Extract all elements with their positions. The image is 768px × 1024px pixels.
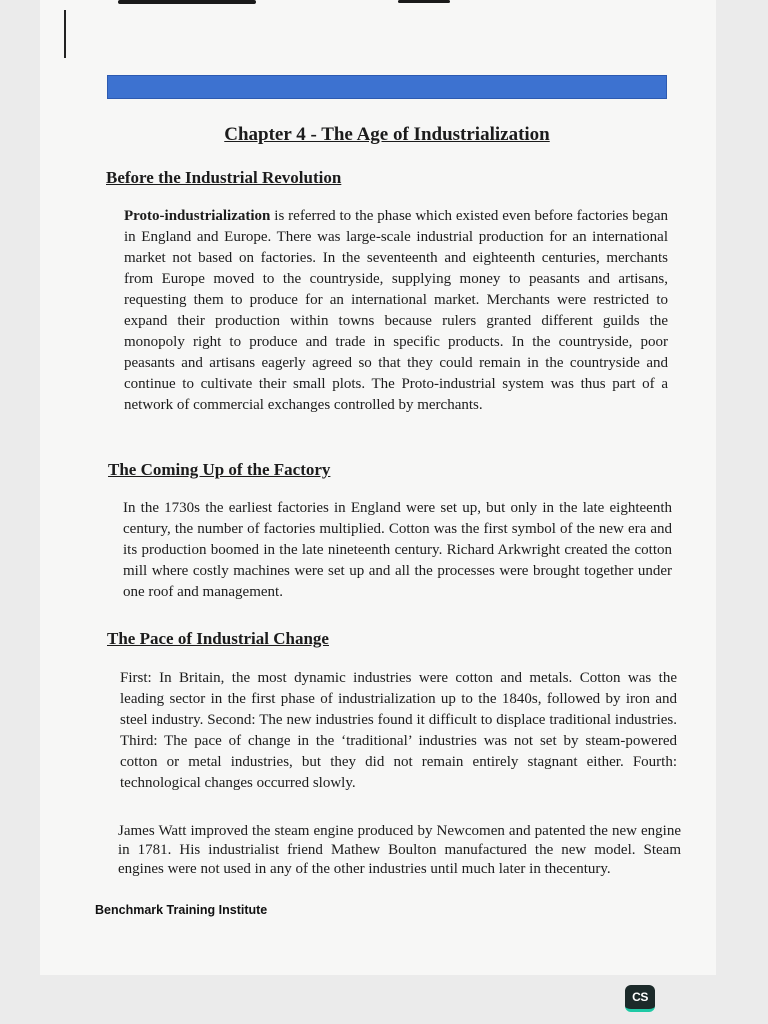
header-banner [107, 75, 667, 99]
camscanner-logo-icon: CS [625, 985, 655, 1012]
margin-pen-mark [64, 10, 66, 58]
section-paragraph: In the 1730s the earliest factories in England were set up, but only in the late eighteenth century, the number of factories multiplied. Cotton was the first symbol of the new era and its production boomed in the late nineteenth century. Richard Arkwright created the cotton mill where costly machines were set up and all the processes were brought together under one roof and management. [123, 500, 672, 600]
scan-edge-mark [118, 0, 256, 4]
section-heading: The Coming Up of the Factory [108, 460, 331, 479]
section-paragraph [124, 206, 668, 416]
paragraph-text: is referred to the phase which existed even before factories began in England and Europe. There was large-scale industrial production for an international market not based on factories. In the seventeenth and eighteenth centuries, merchants from Europe moved to the countryside, supplying money to peasants and artisans, requesting them to produce for an international market. Merchants were restricted to expand their production within towns because rulers granted different guilds the monopoly right to produce and trade in specific products. In the countryside, poor peasants and artisans eagerly agreed so that they could remain in the countryside and continue to cultivate their small plots. The Proto-industrial system was thus part of a network of commercial exchanges controlled by merchants. [124, 208, 668, 413]
proto-industrialization-term: Proto-industrialization [124, 208, 271, 224]
section-heading: Before the Industrial Revolution [106, 168, 342, 187]
chapter-title: Chapter 4 - The Age of Industrialization [224, 124, 550, 145]
section-paragraph: James Watt improved the steam engine produced by Newcomen and patented the new engine in 1781. His industrialist friend Mathew Boulton manufactured the new model. Steam engines were not used in any of the other industries until much later in thecentury. [118, 823, 681, 877]
footer-institute-name: Benchmark Training Institute [95, 903, 268, 917]
section-paragraph: First: In Britain, the most dynamic industries were cotton and metals. Cotton was the leading sector in the first phase of industrialization up to the 1840s, followed by iron and steel industry. Second: The new industries found it difficult to displace traditional industries. Third: The pace of change in the ‘traditional’ industries was not set by steam-powered cotton or metal industries, but they did not remain entirely stagnant either. Fourth: technological changes occurred slowly. [120, 670, 677, 791]
scan-edge-mark [398, 0, 450, 3]
section-heading: The Pace of Industrial Change [107, 629, 329, 648]
